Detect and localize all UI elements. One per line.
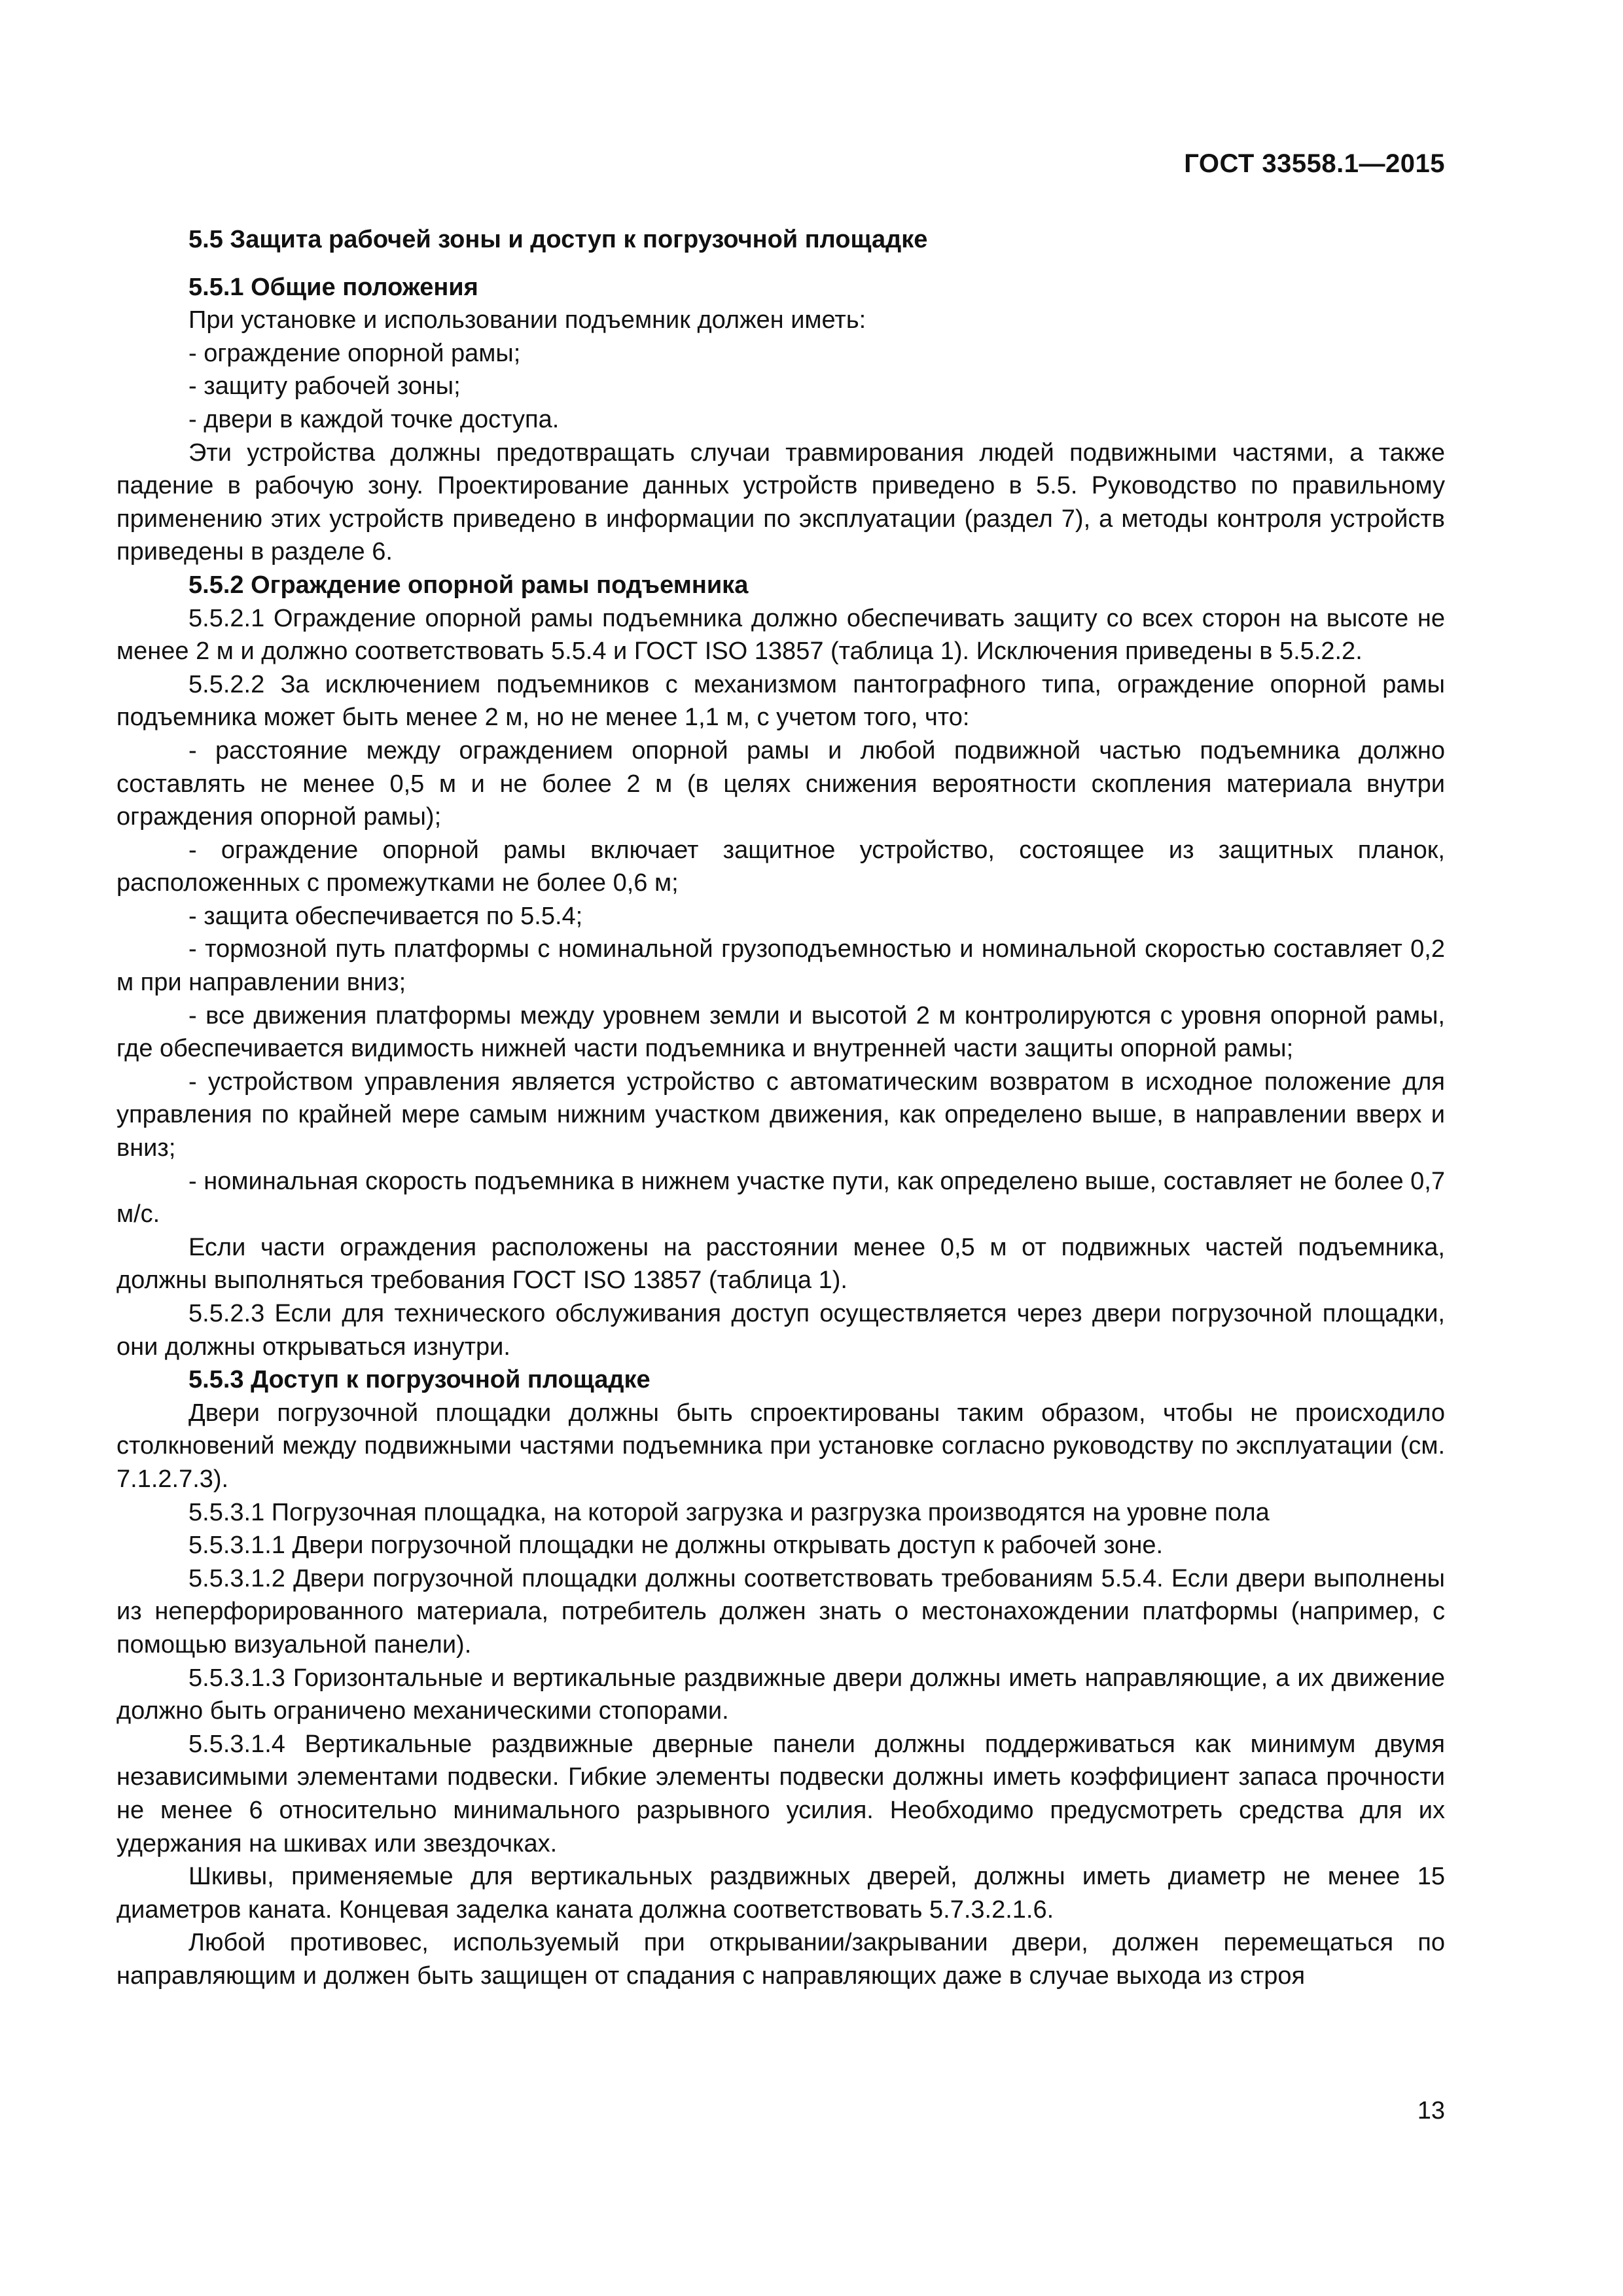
paragraph-pulleys: Шкивы, применяемые для вертикальных раздвижных дверей, должны иметь диаметр не менее 15 диаметров каната. Концевая заделка каната должна соответствовать 5.7.3.2.1.6.	[116, 1863, 1445, 1924]
list-item: - устройством управления является устройство с автоматическим возвратом в исходное положение для управления по крайней мере самым нижним участком движения, как определено выше, в направлении вверх и вниз;	[116, 1067, 1445, 1162]
list-item: - номинальная скорость подъемника в нижнем участке пути, как определено выше, составляет не более 0,7 м/с.	[116, 1167, 1445, 1229]
paragraph-guard-parts: Если части ограждения расположены на расстоянии менее 0,5 м от подвижных частей подъемника, должны выполняться требования ГОСТ ISO 13857 (таблица 1).	[116, 1233, 1445, 1295]
clause-5-5-3-1: 5.5.3.1 Погрузочная площадка, на которой загрузка и разгрузка производятся на уровне пола	[188, 1498, 1270, 1526]
paragraph-counterweight: Любой противовес, используемый при открывании/закрывании двери, должен перемещаться по направляющим и должен быть защищен от спадания с направляющих даже в случае выхода из строя	[116, 1929, 1445, 1990]
paragraph-5-5-1-intro: При установке и использовании подъемник должен иметь:	[188, 306, 866, 334]
clause-5-5-3-1-3: 5.5.3.1.3 Горизонтальные и вертикальные раздвижные двери должны иметь направляющие, а их движение должно быть ограничено механическими стопорами.	[116, 1664, 1445, 1725]
subsection-5-5-1-title: 5.5.1 Общие положения	[188, 273, 478, 301]
subsection-5-5-2-title: 5.5.2 Ограждение опорной рамы подъемника	[188, 571, 749, 599]
list-item: - ограждение опорной рамы включает защитное устройство, состоящее из защитных планок, расположенных с промежутками не более 0,6 м;	[116, 836, 1445, 897]
clause-5-5-3-1-1: 5.5.3.1.1 Двери погрузочной площадки не должны открывать доступ к рабочей зоне.	[188, 1532, 1164, 1560]
section-5-5-title: 5.5 Защита рабочей зоны и доступ к погрузочной площадке	[188, 226, 928, 253]
clause-5-5-3-1-4: 5.5.3.1.4 Вертикальные раздвижные дверные панели должны поддерживаться как минимум двумя независимыми элементами подвески. Гибкие элементы подвески должны иметь коэффициент запаса прочности не менее 6 относительно минимального разрывного усилия. Необходимо предусмотреть средства для их удержания на шкивах или звездочках.	[116, 1730, 1445, 1857]
list-item: - тормозной путь платформы с номинальной грузоподъемностью и номинальной скоростью составляет 0,2 м при направлении вниз;	[116, 935, 1445, 997]
clause-5-5-2-3: 5.5.2.3 Если для технического обслуживания доступ осуществляется через двери погрузочной площадки, они должны открываться изнутри.	[116, 1300, 1445, 1361]
list-item: - двери в каждой точке доступа.	[188, 405, 560, 433]
page-number: 13	[1417, 2097, 1445, 2125]
list-item: - все движения платформы между уровнем земли и высотой 2 м контролируются с уровня опорной рамы, где обеспечивается видимость нижней части подъемника и внутренней части защиты опорной рамы;	[116, 1001, 1445, 1063]
list-item: - защиту рабочей зоны;	[188, 372, 461, 401]
list-item: - ограждение опорной рамы;	[188, 339, 521, 367]
clause-5-5-2-1: 5.5.2.1 Ограждение опорной рамы подъемника должно обеспечивать защиту со всех сторон на высоте не менее 2 м и должно соответствовать 5.5.4 и ГОСТ ISO 13857 (таблица 1). Исключения приведены в 5.5.2.2.	[116, 604, 1445, 666]
list-item: - защита обеспечивается по 5.5.4;	[188, 902, 583, 930]
paragraph-5-5-1-devices: Эти устройства должны предотвращать случаи травмирования людей подвижными частями, а также падение в рабочую зону. Проектирование данных устройств приведено в 5.5. Руководство по правильному применению этих устройств приведено в информации по эксплуатации (раздел 7), а методы контроля устройств приведены в разделе 6.	[116, 439, 1445, 566]
standard-designation: ГОСТ 33558.1—2015	[1184, 149, 1445, 178]
paragraph-5-5-3-doors: Двери погрузочной площадки должны быть спроектированы таким образом, чтобы не происходило столкновений между подвижными частями подъемника при установке согласно руководству по эксплуатации (см. 7.1.2.7.3).	[116, 1399, 1445, 1493]
list-item: - расстояние между ограждением опорной рамы и любой подвижной частью подъемника должно составлять не менее 0,5 м и не более 2 м (в целях снижения вероятности скопления материала внутри ограждения опорной рамы);	[116, 736, 1445, 831]
subsection-5-5-3-title: 5.5.3 Доступ к погрузочной площадке	[188, 1366, 651, 1394]
clause-5-5-2-2: 5.5.2.2 За исключением подъемников с механизмом пантографного типа, ограждение опорной рамы подъемника может быть менее 2 м, но не менее 1,1 м, с учетом того, что:	[116, 670, 1445, 732]
clause-5-5-3-1-2: 5.5.3.1.2 Двери погрузочной площадки должны соответствовать требованиям 5.5.4. Если двери выполнены из неперфорированного материала, потребитель должен знать о местонахождении платформы (например, с помощью визуальной панели).	[116, 1564, 1445, 1659]
document-body	[116, 223, 1445, 1992]
